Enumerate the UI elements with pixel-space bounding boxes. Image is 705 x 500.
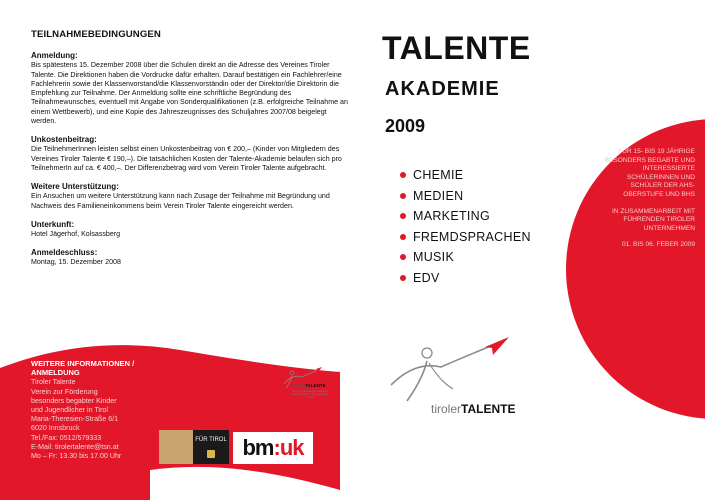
contact-line: besonders begabter Kinder — [31, 396, 117, 405]
section-text: Die TeilnehmerInnen leisten selbst einen Unkostenbeitrag von € 200,– (Kinder von Mitgliedern des Vereines Tiroler Talente € 190,–). Die tatsächlichen Kosten der Talente-Akademie belaufen sich pro TeilnehmerIn auf ca. € 400,–. Der Differenzbetrag wird vom Verein Tiroler Talente aufgebracht. — [31, 145, 342, 172]
year-label: 2009 — [385, 116, 426, 136]
tirol-logo-gold-block — [159, 430, 193, 464]
contact-heading: WEITERE INFORMATIONEN / ANMELDUNG — [31, 359, 135, 378]
topics-list — [400, 165, 531, 288]
small-logo-subtext: Verein zur Förderung besonders begabter Kinder und Jugendlicher in Tirol — [290, 390, 330, 399]
small-logo-text: tirolerTALENTE — [294, 383, 326, 388]
section-fee — [31, 135, 351, 173]
contact-line: Tiroler Talente — [31, 378, 76, 387]
contact-email[interactable]: E-Mail: tirolertalente@tsn.at — [31, 442, 119, 451]
contact-line: Verein zur Förderung — [31, 387, 98, 396]
tirol-eagle-icon — [207, 450, 215, 458]
section-heading: Anmeldung: — [31, 51, 78, 61]
section-heading: Anmeldeschluss: — [31, 248, 98, 258]
conditions-panel — [31, 30, 351, 276]
section-heading: Unkostenbeitrag: — [31, 135, 97, 145]
small-tiroler-talente-logo — [280, 366, 330, 399]
date-paragraph: 01. BIS 06. FEBER 2009 — [622, 241, 695, 249]
page-subtitle: AKADEMIE — [385, 78, 500, 100]
tirol-logo-dark-block: FÜR TIROL — [193, 430, 229, 464]
bullet-icon — [400, 172, 406, 178]
section-text: Hotel Jägerhof, Kolsassberg — [31, 229, 121, 238]
section-accommodation — [31, 220, 351, 239]
brand-name: tirolerTALENTE — [431, 402, 516, 416]
section-heading: Unterkunft: — [31, 219, 75, 229]
contact-line: und Jugendlicher in Tirol — [31, 406, 108, 415]
bullet-icon — [400, 193, 406, 199]
section-support — [31, 182, 351, 211]
topic-item: CHEMIE — [400, 165, 531, 186]
bullet-icon — [400, 213, 406, 219]
contact-line: Mo – Fr: 13.30 bis 17.00 Uhr — [31, 452, 122, 461]
bullet-icon — [400, 254, 406, 260]
contact-info — [31, 359, 161, 461]
section-heading: Weitere Unterstützung: — [31, 182, 119, 192]
section-text: Bis spätestens 15. Dezember 2008 über die Schulen direkt an die Adresse des Vereines Tiroler Talente. Die Direktionen haben die Vordrucke dafür erhalten. Darauf bestätigen ein Fachlehrer/eine Fachlehrerin sowie der Klassenvorstand/die Klassenvorständin oder der Direktor/die Direktorin die Empfehlung zur Teilnahme. Der Anmeldung sollte eine schriftliche Begründung des Teilnahmewunsches, eventuell mit Angabe von Sonderqualifikationen (z.B. erfolgreiche Teilnahme an einem Wettbewerb), und eine Kopie des Jahreszeugnisses des Schuljahres 2007/08 beigelegt werden. — [31, 61, 348, 126]
contact-line: 6020 Innsbruck — [31, 424, 80, 433]
section-deadline — [31, 248, 351, 267]
target-group-text — [600, 148, 695, 258]
section-registration — [31, 51, 351, 126]
section-text: Montag, 15. Dezember 2008 — [31, 258, 121, 267]
topic-item: MEDIEN — [400, 186, 531, 207]
topic-item: MARKETING — [400, 206, 531, 227]
topic-item: FREMDSPRACHEN — [400, 227, 531, 248]
page-title: TALENTE — [382, 30, 531, 66]
contact-line: Maria-Theresien-Straße 6/1 — [31, 415, 119, 424]
topic-item: MUSIK — [400, 247, 531, 268]
bullet-icon — [400, 275, 406, 281]
bmuk-logo: bm:uk — [233, 432, 313, 464]
target-group-paragraph: FÜR 15- BIS 19 JÄHRIGE BESONDERS BEGABTE UND INTERESSIERTE SCHÜLERINNEN UND SCHÜLER DER AHS-OBERSTUFE UND BHS — [604, 148, 695, 198]
bullet-icon — [400, 234, 406, 240]
figure-icon — [383, 333, 513, 405]
conditions-title: TEILNAHMEBEDINGUNGEN — [31, 29, 161, 40]
section-text: Ein Ansuchen um weitere Unterstützung kann nach Zusage der Teilnahme mit Begründung und Nachweis des Familieneinkommens beim Verein Tiroler Talente eingereicht werden. — [31, 192, 330, 210]
cooperation-paragraph: IN ZUSAMMENARBEIT MIT FÜHRENDEN TIROLER UNTERNEHMEN — [611, 207, 695, 232]
contact-line: Tel./Fax: 0512/579333 — [31, 433, 102, 442]
tiroler-talente-logo — [383, 333, 516, 423]
topic-item: EDV — [400, 268, 531, 289]
land-tirol-logo — [159, 430, 229, 464]
